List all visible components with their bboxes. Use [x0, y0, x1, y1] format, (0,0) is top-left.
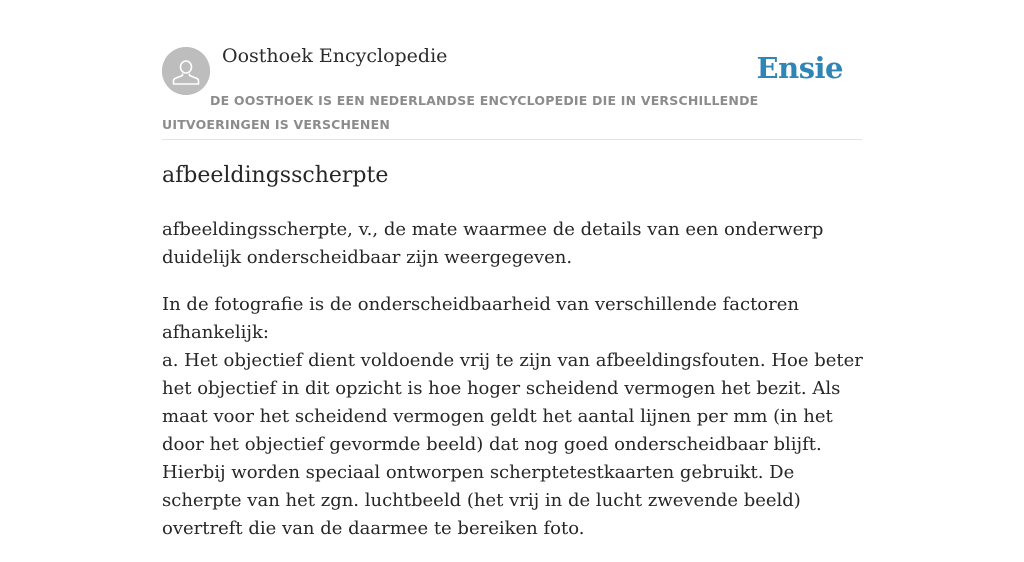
- photography-paragraph: [162, 291, 864, 543]
- site-tagline: DE OOSTHOEK IS EEN NEDERLANDSE ENCYCLOPEDIE DIE IN VERSCHILLENDE UITVOERINGEN IS VERSCHENEN: [162, 93, 759, 132]
- article-body: [162, 216, 864, 562]
- article-title: afbeeldingsscherpte: [162, 163, 389, 188]
- avatar[interactable]: [162, 47, 210, 95]
- bottom-right-fade: [954, 432, 1024, 512]
- page: [162, 0, 863, 539]
- brand-logo[interactable]: Ensie: [756, 51, 843, 85]
- site-name[interactable]: Oosthoek Encyclopedie: [222, 45, 448, 67]
- user-silhouette-icon: [162, 47, 210, 95]
- definition-paragraph: afbeeldingsscherpte, v., de mate waarmee de details van een onderwerp duidelijk onderscheidbaar zijn weergegeven.: [162, 219, 824, 268]
- paragraph-intro: In de fotografie is de onderscheidbaarheid van verschillende factoren afhankelijk:: [162, 294, 799, 343]
- site-header: [162, 0, 862, 140]
- point-a: a. Het objectief dient voldoende vrij te zijn van afbeeldingsfouten. Hoe beter het objectief in dit opzicht is hoe hoger scheidend vermogen het bezit. Als maat voor het scheidend vermogen geldt het aantal lijnen per mm (in het door het objectief gevormde beeld) dat nog goed onderscheidbaar blijft. Hierbij worden speciaal ontworpen scherptetestkaarten gebruikt. De scherpte van het zgn. luchtbeeld (het vrij in de lucht zwevende beeld) overtreft die van de daarmee te bereiken foto.: [162, 350, 863, 539]
